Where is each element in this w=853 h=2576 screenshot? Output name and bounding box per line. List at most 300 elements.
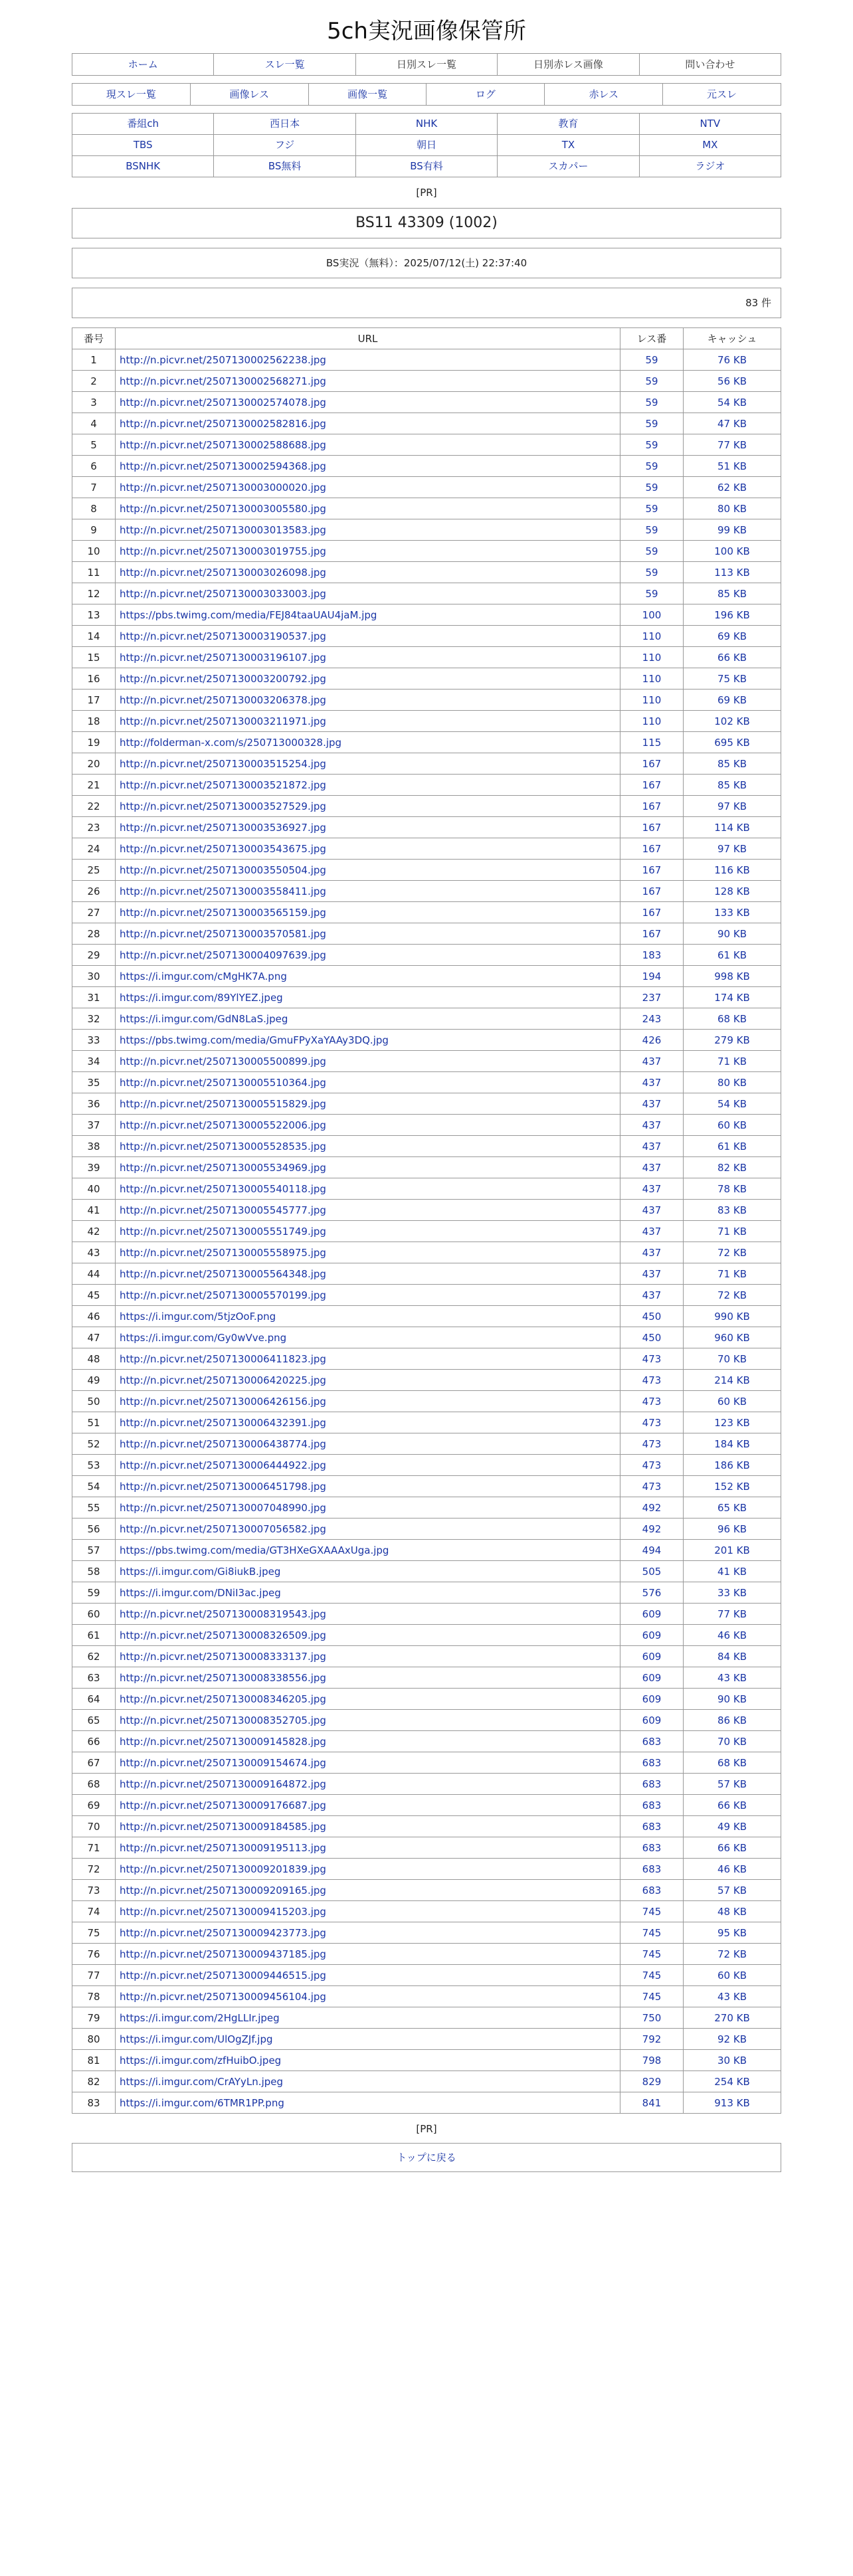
cache-link[interactable]: 90 KB bbox=[717, 1693, 747, 1705]
channel-link[interactable]: NTV bbox=[700, 118, 721, 130]
thread-nav-item-link[interactable]: 元スレ bbox=[707, 88, 737, 100]
cache-link[interactable]: 61 KB bbox=[717, 1140, 747, 1152]
res-number-link[interactable]: 59 bbox=[645, 375, 658, 387]
res-number-link[interactable]: 683 bbox=[642, 1841, 662, 1854]
res-number-link[interactable]: 115 bbox=[642, 736, 662, 749]
res-number-link[interactable]: 798 bbox=[642, 2054, 662, 2067]
res-number-link[interactable]: 450 bbox=[642, 1310, 662, 1323]
cache-link[interactable]: 80 KB bbox=[717, 1076, 747, 1089]
res-number-link[interactable]: 59 bbox=[645, 481, 658, 494]
cache-link[interactable]: 57 KB bbox=[717, 1778, 747, 1790]
cache-link[interactable]: 82 KB bbox=[717, 1161, 747, 1174]
thread-nav-item-link[interactable]: ログ bbox=[475, 88, 496, 100]
image-url-link[interactable]: http://n.picvr.net/2507130004097639.jpg bbox=[120, 949, 326, 961]
res-number-link[interactable]: 437 bbox=[642, 1246, 662, 1259]
thread-nav-item-link[interactable]: 現スレ一覧 bbox=[106, 88, 156, 100]
cache-link[interactable]: 214 KB bbox=[714, 1374, 750, 1386]
res-number-link[interactable]: 194 bbox=[642, 970, 662, 982]
res-number-link[interactable]: 59 bbox=[645, 353, 658, 366]
row-number: 34 bbox=[72, 1051, 116, 1072]
cache-link[interactable]: 69 KB bbox=[717, 693, 747, 706]
cache-link[interactable]: 201 KB bbox=[714, 1544, 750, 1556]
image-url-link[interactable]: http://n.picvr.net/2507130006426156.jpg bbox=[120, 1395, 326, 1408]
res-number-link[interactable]: 473 bbox=[642, 1374, 662, 1386]
res-number-link[interactable]: 745 bbox=[642, 1990, 662, 2003]
image-url-link[interactable]: http://n.picvr.net/2507130003543675.jpg bbox=[120, 842, 326, 855]
image-url-link[interactable]: https://pbs.twimg.com/media/GmuFPyXaYAAy3DQ.jpg bbox=[120, 1034, 389, 1046]
res-number-link[interactable]: 683 bbox=[642, 1799, 662, 1811]
cache-link[interactable]: 92 KB bbox=[717, 2033, 747, 2045]
image-url-link[interactable]: https://pbs.twimg.com/media/GT3HXeGXAAAxUga.jpg bbox=[120, 1544, 389, 1556]
res-number-link[interactable]: 792 bbox=[642, 2033, 662, 2045]
channel-link[interactable]: ラジオ bbox=[695, 160, 725, 172]
image-url-link[interactable]: http://n.picvr.net/2507130007056582.jpg bbox=[120, 1522, 326, 1535]
cache-link[interactable]: 66 KB bbox=[717, 1799, 747, 1811]
image-url-link[interactable]: http://n.picvr.net/2507130006432391.jpg bbox=[120, 1416, 326, 1429]
cache-link[interactable]: 123 KB bbox=[714, 1416, 750, 1429]
cache-link[interactable]: 54 KB bbox=[717, 1097, 747, 1110]
channel-link[interactable]: BS有料 bbox=[410, 160, 443, 172]
res-number-link[interactable]: 59 bbox=[645, 545, 658, 557]
image-url-link[interactable]: https://i.imgur.com/2HgLLIr.jpeg bbox=[120, 2011, 280, 2024]
res-number-link[interactable]: 745 bbox=[642, 1926, 662, 1939]
res-number-link[interactable]: 183 bbox=[642, 949, 662, 961]
cache-link[interactable]: 133 KB bbox=[714, 906, 750, 919]
channel-link[interactable]: 番組ch bbox=[127, 118, 159, 130]
image-url-link[interactable]: http://n.picvr.net/2507130005545777.jpg bbox=[120, 1204, 326, 1216]
thread-nav-item-link[interactable]: 赤レス bbox=[589, 88, 618, 100]
cache-link[interactable]: 66 KB bbox=[717, 651, 747, 664]
res-number-link[interactable]: 609 bbox=[642, 1693, 662, 1705]
image-url-link[interactable]: http://n.picvr.net/2507130005515829.jpg bbox=[120, 1097, 326, 1110]
cache-link[interactable]: 174 KB bbox=[714, 991, 750, 1004]
res-number-link[interactable]: 683 bbox=[642, 1884, 662, 1896]
channel-link[interactable]: TBS bbox=[133, 139, 153, 151]
image-url-link[interactable]: http://n.picvr.net/2507130009437185.jpg bbox=[120, 1948, 326, 1960]
res-number-link[interactable]: 59 bbox=[645, 587, 658, 600]
cache-link[interactable]: 102 KB bbox=[714, 715, 750, 727]
cache-link[interactable]: 48 KB bbox=[717, 1905, 747, 1918]
cache-link[interactable]: 71 KB bbox=[717, 1267, 747, 1280]
image-url-link[interactable]: http://n.picvr.net/2507130009209165.jpg bbox=[120, 1884, 326, 1896]
cache-link[interactable]: 68 KB bbox=[717, 1756, 747, 1769]
thread-nav-item-link[interactable]: 画像レス bbox=[229, 88, 270, 100]
cache-link[interactable]: 68 KB bbox=[717, 1012, 747, 1025]
cache-link[interactable]: 95 KB bbox=[717, 1926, 747, 1939]
image-url-link[interactable]: http://n.picvr.net/2507130005528535.jpg bbox=[120, 1140, 326, 1152]
res-number-link[interactable]: 167 bbox=[642, 927, 662, 940]
cache-link[interactable]: 69 KB bbox=[717, 630, 747, 642]
cache-link[interactable]: 84 KB bbox=[717, 1650, 747, 1663]
image-url-link[interactable]: http://n.picvr.net/2507130002574078.jpg bbox=[120, 396, 326, 409]
res-number-link[interactable]: 167 bbox=[642, 757, 662, 770]
image-url-link[interactable]: http://n.picvr.net/2507130005551749.jpg bbox=[120, 1225, 326, 1238]
image-url-link[interactable]: http://n.picvr.net/2507130003200792.jpg bbox=[120, 672, 326, 685]
image-url-link[interactable]: http://n.picvr.net/2507130009446515.jpg bbox=[120, 1969, 326, 1981]
image-url-link[interactable]: http://n.picvr.net/2507130005534969.jpg bbox=[120, 1161, 326, 1174]
res-number-link[interactable]: 745 bbox=[642, 1948, 662, 1960]
cache-link[interactable]: 70 KB bbox=[717, 1352, 747, 1365]
res-number-link[interactable]: 110 bbox=[642, 651, 662, 664]
cache-link[interactable]: 72 KB bbox=[717, 1246, 747, 1259]
res-number-link[interactable]: 437 bbox=[642, 1204, 662, 1216]
image-url-link[interactable]: http://n.picvr.net/2507130005570199.jpg bbox=[120, 1289, 326, 1301]
image-url-link[interactable]: http://folderman-x.com/s/250713000328.jpg bbox=[120, 736, 342, 749]
cache-link[interactable]: 113 KB bbox=[714, 566, 750, 579]
table-row bbox=[72, 562, 781, 583]
res-number-link[interactable]: 437 bbox=[642, 1289, 662, 1301]
image-url-link[interactable]: http://n.picvr.net/2507130005500899.jpg bbox=[120, 1055, 326, 1067]
cache-link[interactable]: 128 KB bbox=[714, 885, 750, 897]
channel-link[interactable]: 西日本 bbox=[270, 118, 300, 130]
res-number-link[interactable]: 437 bbox=[642, 1055, 662, 1067]
image-url-link[interactable]: https://pbs.twimg.com/media/FEJ84taaUAU4jaM.jpg bbox=[120, 608, 377, 621]
image-url-link[interactable]: http://n.picvr.net/2507130003515254.jpg bbox=[120, 757, 326, 770]
image-url-link[interactable]: http://n.picvr.net/2507130009415203.jpg bbox=[120, 1905, 326, 1918]
cache-link[interactable]: 152 KB bbox=[714, 1480, 750, 1493]
res-number-link[interactable]: 437 bbox=[642, 1119, 662, 1131]
res-number-link[interactable]: 745 bbox=[642, 1969, 662, 1981]
cache-link[interactable]: 85 KB bbox=[717, 757, 747, 770]
cache-link[interactable]: 77 KB bbox=[717, 438, 747, 451]
table-row bbox=[72, 945, 781, 966]
res-number-link[interactable]: 473 bbox=[642, 1480, 662, 1493]
row-url-cell bbox=[116, 413, 620, 434]
cache-link[interactable]: 46 KB bbox=[717, 1629, 747, 1641]
row-url-cell bbox=[116, 1072, 620, 1093]
row-url-cell bbox=[116, 1433, 620, 1455]
main-nav-item-link[interactable]: 問い合わせ bbox=[685, 58, 735, 70]
res-number-link[interactable]: 167 bbox=[642, 864, 662, 876]
image-url-link[interactable]: http://n.picvr.net/2507130003550504.jpg bbox=[120, 864, 326, 876]
res-number-link[interactable]: 59 bbox=[645, 502, 658, 515]
cache-link[interactable]: 65 KB bbox=[717, 1501, 747, 1514]
image-url-link[interactable]: http://n.picvr.net/2507130006438774.jpg bbox=[120, 1437, 326, 1450]
res-number-link[interactable]: 437 bbox=[642, 1161, 662, 1174]
res-number-link[interactable]: 492 bbox=[642, 1501, 662, 1514]
res-number-link[interactable]: 59 bbox=[645, 438, 658, 451]
cache-link[interactable]: 60 KB bbox=[717, 1969, 747, 1981]
image-url-link[interactable]: https://i.imgur.com/89YlYEZ.jpeg bbox=[120, 991, 283, 1004]
res-number-link[interactable]: 473 bbox=[642, 1437, 662, 1450]
row-res-cell bbox=[620, 1072, 684, 1093]
cache-link[interactable]: 71 KB bbox=[717, 1055, 747, 1067]
cache-link[interactable]: 43 KB bbox=[717, 1671, 747, 1684]
row-url-cell bbox=[116, 477, 620, 498]
res-number-link[interactable]: 829 bbox=[642, 2075, 662, 2088]
main-nav-item-link[interactable]: スレ一覧 bbox=[264, 58, 305, 70]
image-url-link[interactable]: http://n.picvr.net/2507130006411823.jpg bbox=[120, 1352, 326, 1365]
cache-link[interactable]: 75 KB bbox=[717, 672, 747, 685]
cache-link[interactable]: 54 KB bbox=[717, 396, 747, 409]
res-number-link[interactable]: 437 bbox=[642, 1140, 662, 1152]
cache-link[interactable]: 254 KB bbox=[714, 2075, 750, 2088]
image-url-link[interactable]: http://n.picvr.net/2507130003019755.jpg bbox=[120, 545, 326, 557]
channel-link[interactable]: スカパー bbox=[548, 160, 589, 172]
cache-link[interactable]: 57 KB bbox=[717, 1884, 747, 1896]
cache-link[interactable]: 85 KB bbox=[717, 587, 747, 600]
res-number-link[interactable]: 437 bbox=[642, 1225, 662, 1238]
row-res-cell bbox=[620, 1051, 684, 1072]
cache-link[interactable]: 41 KB bbox=[717, 1565, 747, 1578]
cache-link[interactable]: 33 KB bbox=[717, 1586, 747, 1599]
cache-link[interactable]: 49 KB bbox=[717, 1820, 747, 1833]
res-number-link[interactable]: 167 bbox=[642, 885, 662, 897]
res-number-link[interactable]: 609 bbox=[642, 1629, 662, 1641]
image-url-link[interactable]: http://n.picvr.net/2507130003000020.jpg bbox=[120, 481, 326, 494]
image-url-link[interactable]: http://n.picvr.net/2507130002568271.jpg bbox=[120, 375, 326, 387]
cache-link[interactable]: 86 KB bbox=[717, 1714, 747, 1726]
image-url-link[interactable]: http://n.picvr.net/2507130003190537.jpg bbox=[120, 630, 326, 642]
table-row bbox=[72, 2050, 781, 2071]
image-url-link[interactable]: http://n.picvr.net/2507130002594368.jpg bbox=[120, 460, 326, 472]
cache-link[interactable]: 279 KB bbox=[714, 1034, 750, 1046]
image-url-link[interactable]: http://n.picvr.net/2507130005510364.jpg bbox=[120, 1076, 326, 1089]
res-number-link[interactable]: 110 bbox=[642, 672, 662, 685]
res-number-link[interactable]: 609 bbox=[642, 1608, 662, 1620]
res-number-link[interactable]: 167 bbox=[642, 906, 662, 919]
res-number-link[interactable]: 473 bbox=[642, 1352, 662, 1365]
image-url-link[interactable]: http://n.picvr.net/2507130003570581.jpg bbox=[120, 927, 326, 940]
cache-link[interactable]: 47 KB bbox=[717, 417, 747, 430]
res-number-link[interactable]: 576 bbox=[642, 1586, 662, 1599]
cache-link[interactable]: 56 KB bbox=[717, 375, 747, 387]
res-number-link[interactable]: 750 bbox=[642, 2011, 662, 2024]
image-url-link[interactable]: http://n.picvr.net/2507130009201839.jpg bbox=[120, 1863, 326, 1875]
image-url-link[interactable]: http://n.picvr.net/2507130008352705.jpg bbox=[120, 1714, 326, 1726]
image-url-link[interactable]: http://n.picvr.net/2507130003013583.jpg bbox=[120, 523, 326, 536]
res-number-link[interactable]: 683 bbox=[642, 1778, 662, 1790]
res-number-link[interactable]: 167 bbox=[642, 779, 662, 791]
image-url-link[interactable]: http://n.picvr.net/2507130009154674.jpg bbox=[120, 1756, 326, 1769]
image-url-link[interactable]: http://n.picvr.net/2507130003026098.jpg bbox=[120, 566, 326, 579]
image-url-link[interactable]: http://n.picvr.net/2507130007048990.jpg bbox=[120, 1501, 326, 1514]
res-number-link[interactable]: 167 bbox=[642, 821, 662, 834]
cache-link[interactable]: 51 KB bbox=[717, 460, 747, 472]
table-row bbox=[72, 519, 781, 541]
res-number-link[interactable]: 473 bbox=[642, 1459, 662, 1471]
cache-link[interactable]: 43 KB bbox=[717, 1990, 747, 2003]
res-number-link[interactable]: 683 bbox=[642, 1735, 662, 1748]
channel-link[interactable]: BS無料 bbox=[268, 160, 302, 172]
res-number-link[interactable]: 110 bbox=[642, 693, 662, 706]
res-number-link[interactable]: 426 bbox=[642, 1034, 662, 1046]
res-number-link[interactable]: 59 bbox=[645, 417, 658, 430]
image-url-link[interactable]: https://i.imgur.com/6TMR1PP.png bbox=[120, 2096, 284, 2109]
image-url-link[interactable]: http://n.picvr.net/2507130003565159.jpg bbox=[120, 906, 326, 919]
res-number-link[interactable]: 167 bbox=[642, 842, 662, 855]
image-url-link[interactable]: http://n.picvr.net/2507130009456104.jpg bbox=[120, 1990, 326, 2003]
image-url-link[interactable]: http://n.picvr.net/2507130002582816.jpg bbox=[120, 417, 326, 430]
image-url-link[interactable]: http://n.picvr.net/2507130008326509.jpg bbox=[120, 1629, 326, 1641]
res-number-link[interactable]: 683 bbox=[642, 1756, 662, 1769]
image-url-link[interactable]: http://n.picvr.net/2507130003005580.jpg bbox=[120, 502, 326, 515]
res-number-link[interactable]: 167 bbox=[642, 800, 662, 812]
image-url-link[interactable]: http://n.picvr.net/2507130009423773.jpg bbox=[120, 1926, 326, 1939]
channel-link[interactable]: 教育 bbox=[558, 118, 579, 130]
res-number-link[interactable]: 841 bbox=[642, 2096, 662, 2109]
res-number-link[interactable]: 450 bbox=[642, 1331, 662, 1344]
image-url-link[interactable]: https://i.imgur.com/DNiI3ac.jpeg bbox=[120, 1586, 281, 1599]
row-url-cell bbox=[116, 668, 620, 690]
image-url-link[interactable]: http://n.picvr.net/2507130008338556.jpg bbox=[120, 1671, 326, 1684]
row-res-cell bbox=[620, 1965, 684, 1986]
res-number-link[interactable]: 59 bbox=[645, 396, 658, 409]
image-url-link[interactable]: http://n.picvr.net/2507130009176687.jpg bbox=[120, 1799, 326, 1811]
cache-link[interactable]: 46 KB bbox=[717, 1863, 747, 1875]
cache-link[interactable]: 196 KB bbox=[714, 608, 750, 621]
image-url-link[interactable]: http://n.picvr.net/2507130006451798.jpg bbox=[120, 1480, 326, 1493]
res-number-link[interactable]: 59 bbox=[645, 566, 658, 579]
cache-link[interactable]: 61 KB bbox=[717, 949, 747, 961]
cache-link[interactable]: 72 KB bbox=[717, 1289, 747, 1301]
channel-cell bbox=[72, 156, 214, 177]
cache-link[interactable]: 72 KB bbox=[717, 1948, 747, 1960]
res-number-link[interactable]: 609 bbox=[642, 1671, 662, 1684]
res-number-link[interactable]: 110 bbox=[642, 715, 662, 727]
image-url-link[interactable]: http://n.picvr.net/2507130009145828.jpg bbox=[120, 1735, 326, 1748]
image-url-link[interactable]: http://n.picvr.net/2507130002588688.jpg bbox=[120, 438, 326, 451]
res-number-link[interactable]: 59 bbox=[645, 523, 658, 536]
image-url-link[interactable]: http://n.picvr.net/2507130006444922.jpg bbox=[120, 1459, 326, 1471]
image-url-link[interactable]: http://n.picvr.net/2507130003527529.jpg bbox=[120, 800, 326, 812]
thread-nav-item-cell bbox=[72, 84, 191, 105]
channel-link[interactable]: 朝日 bbox=[417, 139, 437, 151]
image-url-link[interactable]: https://i.imgur.com/CrAYyLn.jpeg bbox=[120, 2075, 284, 2088]
res-number-link[interactable]: 59 bbox=[645, 460, 658, 472]
image-url-link[interactable]: http://n.picvr.net/2507130003521872.jpg bbox=[120, 779, 326, 791]
cache-link[interactable]: 62 KB bbox=[717, 481, 747, 494]
image-url-link[interactable]: http://n.picvr.net/2507130008346205.jpg bbox=[120, 1693, 326, 1705]
image-url-link[interactable]: http://n.picvr.net/2507130005564348.jpg bbox=[120, 1267, 326, 1280]
cache-link[interactable]: 85 KB bbox=[717, 779, 747, 791]
table-row bbox=[72, 1200, 781, 1221]
row-number: 35 bbox=[72, 1072, 116, 1093]
cache-link[interactable]: 186 KB bbox=[714, 1459, 750, 1471]
image-url-link[interactable]: http://n.picvr.net/2507130002562238.jpg bbox=[120, 353, 326, 366]
cache-link[interactable]: 97 KB bbox=[717, 800, 747, 812]
cache-link[interactable]: 114 KB bbox=[714, 821, 750, 834]
cache-link[interactable]: 100 KB bbox=[714, 545, 750, 557]
image-url-link[interactable]: http://n.picvr.net/2507130005540118.jpg bbox=[120, 1182, 326, 1195]
cache-link[interactable]: 78 KB bbox=[717, 1182, 747, 1195]
channel-link[interactable]: フジ bbox=[274, 139, 295, 151]
cache-link[interactable]: 60 KB bbox=[717, 1119, 747, 1131]
cache-link[interactable]: 998 KB bbox=[714, 970, 750, 982]
cache-link[interactable]: 695 KB bbox=[714, 736, 750, 749]
image-url-link[interactable]: http://n.picvr.net/2507130003033003.jpg bbox=[120, 587, 326, 600]
res-number-link[interactable]: 437 bbox=[642, 1182, 662, 1195]
cache-link[interactable]: 270 KB bbox=[714, 2011, 750, 2024]
image-url-link[interactable]: https://i.imgur.com/cMgHK7A.png bbox=[120, 970, 287, 982]
main-nav-item-link[interactable]: 日別スレ一覧 bbox=[397, 58, 457, 70]
image-url-link[interactable]: http://n.picvr.net/2507130005522006.jpg bbox=[120, 1119, 326, 1131]
image-url-link[interactable]: http://n.picvr.net/2507130008333137.jpg bbox=[120, 1650, 326, 1663]
row-cache-cell bbox=[684, 1391, 781, 1412]
res-number-link[interactable]: 437 bbox=[642, 1097, 662, 1110]
image-url-link[interactable]: http://n.picvr.net/2507130003206378.jpg bbox=[120, 693, 326, 706]
cache-link[interactable]: 80 KB bbox=[717, 502, 747, 515]
image-url-link[interactable]: http://n.picvr.net/2507130006420225.jpg bbox=[120, 1374, 326, 1386]
image-url-link[interactable]: http://n.picvr.net/2507130009184585.jpg bbox=[120, 1820, 326, 1833]
image-url-link[interactable]: http://n.picvr.net/2507130003536927.jpg bbox=[120, 821, 326, 834]
thread-nav-item-link[interactable]: 画像一覧 bbox=[347, 88, 388, 100]
res-number-link[interactable]: 745 bbox=[642, 1905, 662, 1918]
res-number-link[interactable]: 609 bbox=[642, 1650, 662, 1663]
main-nav-item-link[interactable]: ホーム bbox=[128, 58, 158, 70]
cache-link[interactable]: 60 KB bbox=[717, 1395, 747, 1408]
cache-link[interactable]: 99 KB bbox=[717, 523, 747, 536]
image-url-link[interactable]: http://n.picvr.net/2507130003196107.jpg bbox=[120, 651, 326, 664]
image-url-link[interactable]: https://i.imgur.com/UlOgZJf.jpg bbox=[120, 2033, 273, 2045]
cache-link[interactable]: 90 KB bbox=[717, 927, 747, 940]
res-number-link[interactable]: 437 bbox=[642, 1267, 662, 1280]
cache-link[interactable]: 77 KB bbox=[717, 1608, 747, 1620]
main-nav-item-cell bbox=[498, 54, 639, 75]
channel-link[interactable]: BSNHK bbox=[126, 160, 161, 172]
res-number-link[interactable]: 437 bbox=[642, 1076, 662, 1089]
image-url-link[interactable]: http://n.picvr.net/2507130003558411.jpg bbox=[120, 885, 326, 897]
res-number-link[interactable]: 492 bbox=[642, 1522, 662, 1535]
cache-link[interactable]: 71 KB bbox=[717, 1225, 747, 1238]
cache-link[interactable]: 66 KB bbox=[717, 1841, 747, 1854]
image-url-link[interactable]: http://n.picvr.net/2507130003211971.jpg bbox=[120, 715, 326, 727]
res-number-link[interactable]: 683 bbox=[642, 1863, 662, 1875]
res-number-link[interactable]: 473 bbox=[642, 1395, 662, 1408]
row-cache-cell bbox=[684, 519, 781, 541]
cache-link[interactable]: 76 KB bbox=[717, 353, 747, 366]
res-number-link[interactable]: 494 bbox=[642, 1544, 662, 1556]
res-number-link[interactable]: 237 bbox=[642, 991, 662, 1004]
res-number-link[interactable]: 100 bbox=[642, 608, 662, 621]
cache-link[interactable]: 913 KB bbox=[714, 2096, 750, 2109]
cache-link[interactable]: 184 KB bbox=[714, 1437, 750, 1450]
row-url-cell bbox=[116, 1795, 620, 1816]
channel-link[interactable]: TX bbox=[561, 139, 575, 151]
res-number-link[interactable]: 683 bbox=[642, 1820, 662, 1833]
row-res-cell bbox=[620, 1306, 684, 1327]
row-res-cell bbox=[620, 1030, 684, 1051]
table-row bbox=[72, 626, 781, 647]
res-number-link[interactable]: 110 bbox=[642, 630, 662, 642]
image-url-link[interactable]: https://i.imgur.com/GdN8LaS.jpeg bbox=[120, 1012, 288, 1025]
res-number-link[interactable]: 505 bbox=[642, 1565, 662, 1578]
image-url-link[interactable]: https://i.imgur.com/5tjzOoF.png bbox=[120, 1310, 276, 1323]
res-number-link[interactable]: 609 bbox=[642, 1714, 662, 1726]
cache-link[interactable]: 990 KB bbox=[714, 1310, 750, 1323]
cache-link[interactable]: 96 KB bbox=[717, 1522, 747, 1535]
cache-link[interactable]: 116 KB bbox=[714, 864, 750, 876]
image-url-link[interactable]: http://n.picvr.net/2507130009164872.jpg bbox=[120, 1778, 326, 1790]
cache-link[interactable]: 97 KB bbox=[717, 842, 747, 855]
image-url-link[interactable]: https://i.imgur.com/Gi8iukB.jpeg bbox=[120, 1565, 281, 1578]
image-url-link[interactable]: https://i.imgur.com/Gy0wVve.png bbox=[120, 1331, 287, 1344]
channel-link[interactable]: NHK bbox=[415, 118, 438, 130]
channel-link[interactable]: MX bbox=[702, 139, 718, 151]
cache-link[interactable]: 83 KB bbox=[717, 1204, 747, 1216]
image-url-link[interactable]: http://n.picvr.net/2507130009195113.jpg bbox=[120, 1841, 326, 1854]
image-url-link[interactable]: http://n.picvr.net/2507130008319543.jpg bbox=[120, 1608, 326, 1620]
main-nav-item-link[interactable]: 日別赤レス画像 bbox=[533, 58, 603, 70]
res-number-link[interactable]: 243 bbox=[642, 1012, 662, 1025]
cache-link[interactable]: 70 KB bbox=[717, 1735, 747, 1748]
res-number-link[interactable]: 473 bbox=[642, 1416, 662, 1429]
back-to-top-link[interactable]: トップに戻る bbox=[397, 2152, 456, 2163]
image-url-link[interactable]: http://n.picvr.net/2507130005558975.jpg bbox=[120, 1246, 326, 1259]
cache-link[interactable]: 30 KB bbox=[717, 2054, 747, 2067]
image-url-link[interactable]: https://i.imgur.com/zfHuibO.jpeg bbox=[120, 2054, 282, 2067]
cache-link[interactable]: 960 KB bbox=[714, 1331, 750, 1344]
